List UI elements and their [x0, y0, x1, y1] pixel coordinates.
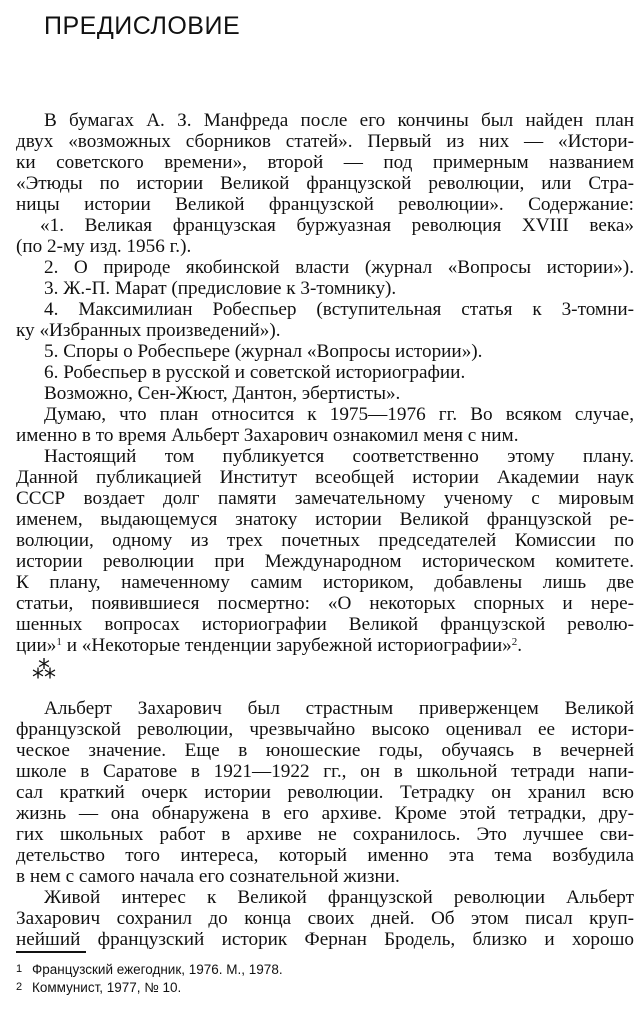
text-line: именем, выдающемуся знатоку истории Великой французской ре-: [16, 509, 634, 530]
text-line: (по 2-му изд. 1956 г.).: [16, 236, 192, 257]
text-line: «Этюды по истории Великой французской революции, или Стра-: [16, 173, 634, 194]
asterism-separator: ⁂: [32, 656, 56, 684]
page-title: ПРЕДИСЛОВИЕ: [44, 12, 241, 40]
text-line: нейший французский историк Фернан Бродель, близко и хорошо: [16, 929, 634, 950]
list-item: 6. Робеспьер в русской и советской историографии.: [44, 362, 466, 383]
text-line: К плану, намеченному самим историком, добавлены лишь две: [16, 572, 634, 593]
text-line: ку «Избранных произведений»).: [16, 320, 281, 341]
footnote-divider: [16, 951, 86, 953]
text-line: Альберт Захарович был страстным приверженцем Великой: [44, 698, 634, 719]
text-line: ческое значение. Еще в юношеские годы, обучаясь в вечерней: [16, 740, 634, 761]
text-line: детельство того интереса, который именно эта тема возбудила: [16, 845, 634, 866]
list-item: 4. Максимилиан Робеспьер (вступительная статья к 3-томни-: [44, 299, 634, 320]
text-line: школе в Саратове в 1921—1922 гг., он в школьной тетради напи-: [16, 761, 634, 782]
text-line: гих школьных работ в архиве не сохранилось. Это лучшее сви-: [16, 824, 634, 845]
footnote: [16, 979, 181, 996]
text-line: ницы истории Великой французской революции». Содержание:: [16, 194, 634, 215]
text-line: сал краткий очерк истории революции. Тетрадку он хранил всю: [16, 782, 634, 803]
text-line: истории революции при Международном историческом комитете.: [16, 551, 634, 572]
text-line: французской революции, чрезвычайно высоко оценивал ее истори-: [16, 719, 634, 740]
text-line: волюции, одному из трех почетных председателей Комиссии по: [16, 530, 634, 551]
text-fragment: и «Некоторые тенденции зарубежной историографии»: [66, 635, 512, 656]
text-line: СССР воздает долг памяти замечательному ученому с мировым: [16, 488, 634, 509]
text-line: в нем с самого начала его сознательной жизни.: [16, 866, 400, 887]
list-item: 3. Ж.-П. Марат (предисловие к 3-томнику).: [44, 278, 397, 299]
footnote: [16, 961, 283, 978]
text-line: ции»$^1$ и «Некоторые тенденции зарубежной историографии»$^2$.: [16, 635, 523, 656]
text-line: Думаю, что план относится к 1975—1976 гг. Во всяком случае,: [44, 404, 634, 425]
footnote-mark: 1: [16, 963, 23, 975]
footnote-text: Коммунист, 1977, № 10.: [32, 980, 182, 995]
text-line: двух «возможных сборников статей». Первый из них — «Истори-: [16, 131, 634, 152]
text-line: Захарович сохранил до конца своих дней. Об этом писал круп-: [16, 908, 634, 929]
text-line: именно в то время Альберт Захарович ознакомил меня с ним.: [16, 425, 519, 446]
text-line: Данной публикацией Институт всеобщей истории Академии наук: [16, 467, 634, 488]
text-line: В бумагах А. З. Манфреда после его кончины был найден план: [44, 110, 634, 131]
text-line: ки советского времени», второй — под примерным названием: [16, 152, 634, 173]
text-line: жизнь — она обнаружена в его архиве. Кроме этой тетрадки, дру-: [16, 803, 634, 824]
footnote-mark: 2: [16, 981, 23, 993]
footnote-text: Французский ежегодник, 1976. М., 1978.: [32, 962, 283, 977]
list-item: Возможно, Сен-Жюст, Дантон, эбертисты».: [44, 383, 401, 404]
text-fragment: ции»: [16, 635, 57, 656]
text-line: статьи, появившиеся посмертно: «О некоторых спорных и нере-: [16, 593, 634, 614]
text-line: Настоящий том публикуется соответственно этому плану.: [44, 446, 634, 467]
list-item: 5. Споры о Робеспьере (журнал «Вопросы истории»).: [44, 341, 483, 362]
footnote-ref: 1: [56, 636, 62, 648]
list-item: «1. Великая французская буржуазная революция XVIII века»: [40, 215, 634, 236]
footnote-ref: 2: [511, 636, 518, 648]
text-line: Живой интерес к Великой французской революции Альберт: [44, 887, 634, 908]
text-line: шенных вопросах историографии Великой французской револю-: [16, 614, 634, 635]
list-item: 2. О природе якобинской власти (журнал «Вопросы истории»).: [44, 257, 634, 278]
